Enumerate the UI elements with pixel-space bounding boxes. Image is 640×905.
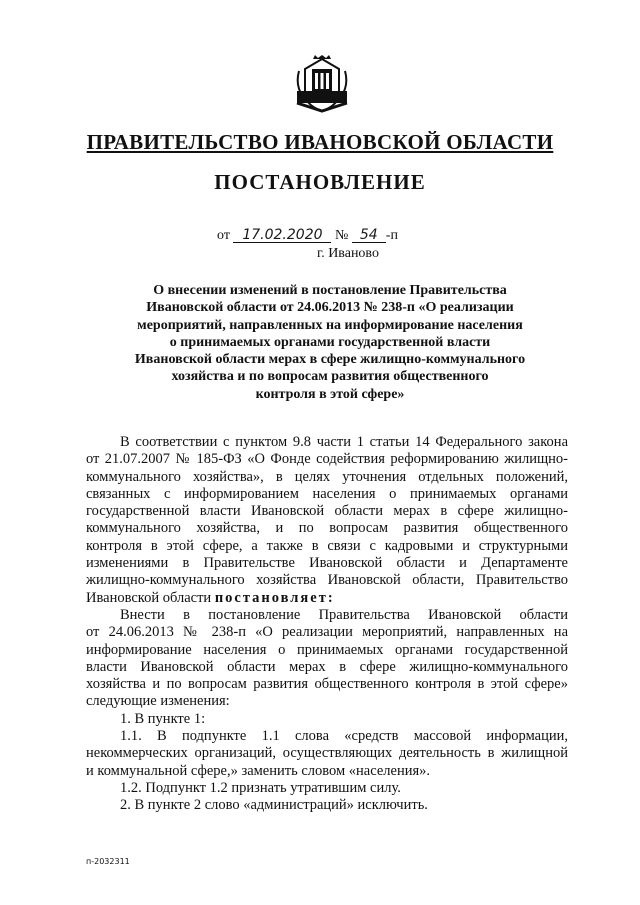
heading-line: О внесении изменений в постановление Правительства bbox=[153, 283, 507, 298]
body-line: В соответствии с пунктом 9.8 части 1 статьи 14 Федерального закона bbox=[120, 434, 568, 450]
document-body bbox=[86, 434, 568, 815]
heading-line: контроля в этой сфере» bbox=[255, 386, 405, 402]
body-line: связанных с информированием населения о принимаемых органами bbox=[86, 485, 568, 502]
item-1: 1. В пункте 1: bbox=[120, 710, 206, 727]
government-title: ПРАВИТЕЛЬСТВО ИВАНОВСКОЙ ОБЛАСТИ bbox=[86, 130, 554, 154]
body-line: власти Ивановской области мерах в сфере жилищно-коммунального bbox=[86, 658, 568, 675]
body-line: и коммунальной сфере,» заменить словом «населения». bbox=[86, 762, 431, 779]
heading-line: Ивановской области от 24.06.2013 № 238-п «О реализации bbox=[146, 300, 514, 316]
body-line: от 24.06.2013 № 238-п «О реализации мероприятий, направленных на bbox=[86, 624, 568, 641]
body-line: от 21.07.2007 № 185-ФЗ «О Фонде содействия реформированию жилищно- bbox=[86, 451, 568, 468]
number-value: 54 bbox=[352, 228, 386, 243]
body-line: государственной власти Ивановской области мерах в сфере жилищно- bbox=[86, 503, 568, 520]
body-line: следующие изменения: bbox=[86, 693, 230, 710]
body-line: контроля в этой сфере, а также в связи с кадровыми и структурными bbox=[86, 537, 568, 554]
coat-of-arms-icon bbox=[295, 55, 349, 113]
body-line bbox=[86, 590, 568, 607]
item-1-2: 1.2. Подпункт 1.2 признать утратившим силу. bbox=[120, 779, 401, 796]
item-2: 2. В пункте 2 слово «администраций» исключить. bbox=[120, 797, 428, 814]
date-number-line bbox=[217, 228, 398, 244]
document-heading bbox=[110, 282, 550, 403]
heading-line: мероприятий, направленных на информирование населения bbox=[137, 317, 523, 333]
from-label: от bbox=[217, 228, 230, 243]
number-suffix: -п bbox=[385, 228, 398, 243]
document-type: ПОСТАНОВЛЕНИЕ bbox=[214, 170, 426, 194]
number-label: № bbox=[334, 228, 349, 243]
resolution-prefix: Ивановской области bbox=[86, 589, 212, 606]
body-line: изменениями в Правительстве Ивановской области и Департаменте bbox=[86, 555, 568, 572]
body-line: Внести в постановление Правительства Ивановской области bbox=[120, 606, 568, 623]
body-line: жилищно-коммунального хозяйства Ивановской области, Правительство bbox=[86, 572, 568, 589]
heading-line: Ивановской области мерах в сфере жилищно-коммунального bbox=[134, 352, 526, 368]
resolution-keyword: постановляет: bbox=[214, 589, 335, 606]
heading-line: хозяйства и по вопросам развития общественного bbox=[171, 369, 489, 385]
heading-line: о принимаемых органами государственной власти bbox=[169, 334, 491, 350]
body-line: 1.1. В подпункте 1.1 слова «средств массовой информации, bbox=[120, 728, 568, 745]
body-line: коммунального хозяйства, и по вопросам развития общественного bbox=[86, 520, 568, 537]
date-value: 17.02.2020 bbox=[233, 228, 331, 243]
body-line: коммунального хозяйства», в целях уточнения отдельных положений, bbox=[86, 468, 568, 485]
document-code: п-2032311 bbox=[86, 857, 130, 866]
body-line: информирование населения о принимаемых органами государственной bbox=[86, 641, 568, 658]
body-line: некоммерческих организаций, осуществляющих деятельность в жилищной bbox=[86, 745, 568, 762]
body-line: хозяйства и по вопросам развития общественного контроля в этой сфере» bbox=[86, 676, 568, 693]
city-line: г. Иваново bbox=[317, 246, 379, 261]
